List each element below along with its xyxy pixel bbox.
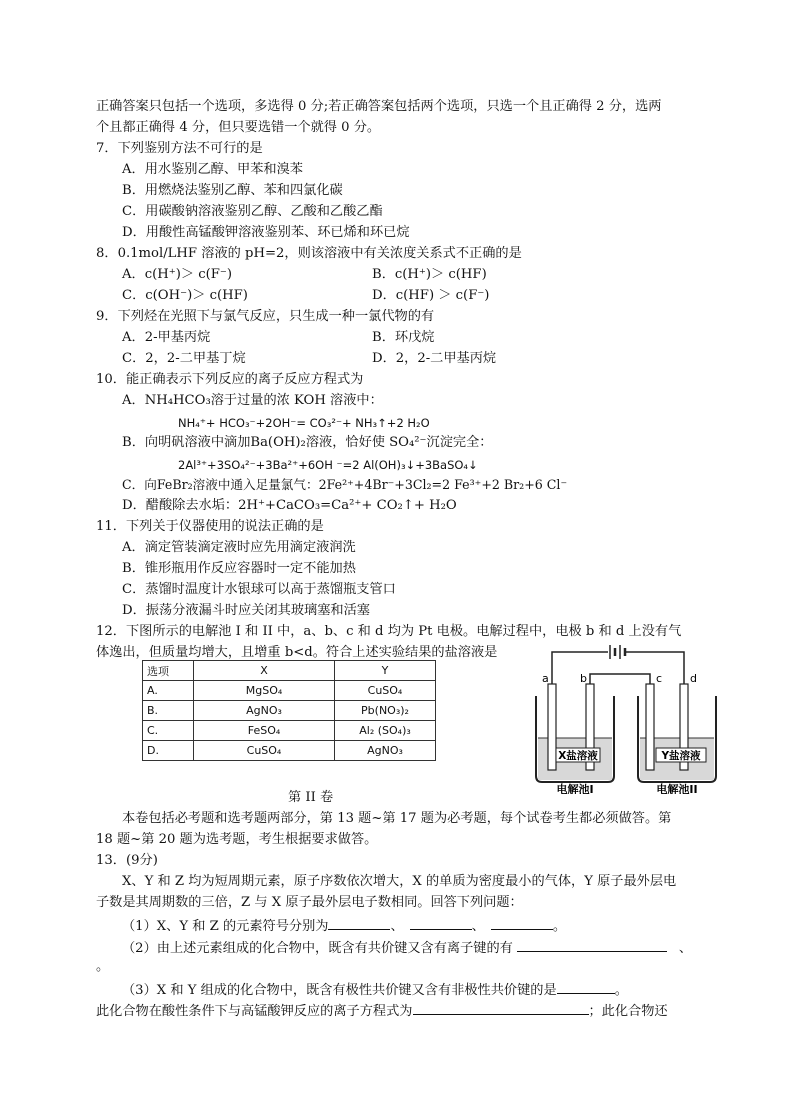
q10-option-d: D．醋酸除去水垢：2H⁺+CaCO₃=Ca²⁺+ CO₂↑+ H₂O: [122, 498, 457, 513]
q13-part-3-text: （3）X 和 Y 组成的化合物中，既含有极性共价键又含有非极性共价键的是: [122, 983, 557, 998]
table-row: [143, 701, 436, 721]
q13-part-2-text: （2）由上述元素组成的化合物中，既含有共价键又含有离子键的有: [122, 941, 513, 956]
table-cell: C.: [143, 721, 194, 741]
electrode-a: [548, 684, 556, 770]
q7-option-b: B．用燃烧法鉴别乙醇、苯和四氯化碳: [122, 183, 343, 198]
cell-2-label: 电解池II: [656, 783, 698, 794]
q12-options-table: [142, 660, 436, 761]
table-cell: A.: [143, 681, 194, 701]
period: 。: [614, 983, 628, 998]
q13-part-3b-end: ；此化合物还: [588, 1004, 668, 1019]
q10-stem: 10．能正确表示下列反应的离子反应方程式为: [96, 372, 364, 387]
q13-part-3b-text: 此化合物在酸性条件下与高锰酸钾反应的离子方程式为: [96, 1004, 413, 1019]
electrolysis-figure: [528, 644, 728, 794]
q10-option-c: C．向FeBr₂溶液中通入足量氯气：2Fe²⁺+4Br⁻+3Cl₂=2 Fe³⁺+2 Br₂+6 Cl⁻: [122, 477, 568, 492]
table-row: [143, 721, 436, 741]
answer-blank[interactable]: [517, 937, 667, 952]
q13-part-1: [122, 915, 566, 937]
q13-part-2: [122, 937, 692, 959]
part2-line-2: 18 题~第 20 题为选考题，考生根据要求做答。: [96, 832, 378, 847]
q7-option-d: D．用酸性高锰酸钾溶液鉴别苯、环已烯和环已烷: [122, 225, 410, 240]
table-header: Y: [335, 661, 436, 681]
part2-title: 第 II 卷: [288, 790, 334, 805]
wire-bridge: [590, 674, 650, 684]
q9-option-b: B．环戊烷: [372, 330, 435, 345]
q13-line-2: 子数是其周期数的三倍，Z 与 X 原子最外层电子数相同。回答下列问题：: [96, 895, 523, 910]
electrode-label-b: b: [580, 672, 587, 685]
q11-option-a: A．滴定管装滴定液时应先用滴定液润洗: [122, 540, 356, 555]
q9-option-c: C．2，2-二甲基丁烷: [122, 351, 246, 366]
separator: 、: [678, 941, 693, 956]
q8-option-a: A．c(H⁺)＞ c(F⁻): [122, 267, 233, 282]
part2-line-1: 本卷包括必考题和选考题两部分，第 13 题~第 17 题为必考题，每个试卷考生都必须做答。第: [122, 811, 672, 826]
table-cell: AgNO₃: [335, 741, 436, 761]
q8-option-c: C．c(OH⁻)＞ c(HF): [122, 288, 248, 303]
wire-right: [626, 652, 684, 684]
q10-option-b-equation: 2Al³⁺+3SO₄²⁻+3Ba²⁺+6OH ⁻=2 Al(OH)₃↓+3BaSO₄↓: [178, 458, 478, 472]
q12-line-1: 12．下图所示的电解池 I 和 II 中，a、b、c 和 d 均为 Pt 电极。电解过程中，电极 b 和 d 上没有气: [96, 624, 682, 639]
q10-option-a: A．NH₄HCO₃溶于过量的浓 KOH 溶液中：: [122, 393, 383, 408]
q7-stem: 7．下列鉴别方法不可行的是: [96, 141, 263, 156]
q8-stem: 8．0.1mol/LHF 溶液的 pH=2，则该溶液中有关浓度关系式不正确的是: [96, 246, 522, 261]
separator: 、: [390, 919, 404, 934]
answer-blank[interactable]: [557, 979, 615, 994]
q13-part-2-end: 。: [96, 959, 110, 974]
answer-blank[interactable]: [491, 915, 553, 930]
table-row: [143, 741, 436, 761]
y-solution-label: Y盐溶液: [661, 750, 701, 762]
q9-option-a: A．2-甲基丙烷: [122, 330, 211, 345]
table-header: X: [194, 661, 335, 681]
answer-blank[interactable]: [410, 915, 472, 930]
answer-blank[interactable]: [413, 1000, 589, 1015]
table-cell: Pb(NO₃)₂: [335, 701, 436, 721]
table-cell: CuSO₄: [335, 681, 436, 701]
table-row: [143, 681, 436, 701]
q9-option-d: D．2，2-二甲基丙烷: [372, 351, 497, 366]
q12-line-2: 体逸出，但质量均增大，且增重 b<d。符合上述实验结果的盐溶液是: [96, 645, 498, 660]
table-cell: D.: [143, 741, 194, 761]
q13-line-1: X、Y 和 Z 均为短周期元素，原子序数依次增大，X 的单质为密度最小的气体，Y 原子最外层电: [122, 874, 677, 889]
q10-option-a-equation: NH₄⁺+ HCO₃⁻+2OH⁻= CO₃²⁻+ NH₃↑+2 H₂O: [178, 416, 430, 430]
table-header: 选项: [143, 661, 194, 681]
electrode-label-a: a: [542, 672, 549, 685]
q8-option-d: D．c(HF) ＞ c(F⁻): [372, 288, 490, 303]
table-cell: B.: [143, 701, 194, 721]
q11-option-b: B．锥形瓶用作反应容器时一定不能加热: [122, 561, 356, 576]
table-cell: MgSO₄: [194, 681, 335, 701]
table-cell: FeSO₄: [194, 721, 335, 741]
x-solution-label: X盐溶液: [558, 750, 598, 762]
q13-part-3b: [96, 1000, 668, 1022]
q8-option-b: B．c(H⁺)＞ c(HF): [372, 267, 487, 282]
q7-option-c: C．用碳酸钠溶液鉴别乙醇、乙酸和乙酸乙酯: [122, 204, 383, 219]
intro-line-2: 个且都正确得 4 分，但只要选错一个就得 0 分。: [96, 120, 381, 135]
table-cell: CuSO₄: [194, 741, 335, 761]
q7-option-a: A．用水鉴别乙醇、甲苯和溴苯: [122, 162, 303, 177]
separator: 、: [471, 919, 485, 934]
q11-option-c: C．蒸馏时温度计水银球可以高于蒸馏瓶支管口: [122, 582, 396, 597]
q13-part-3: [122, 979, 628, 1001]
answer-blank[interactable]: [328, 915, 390, 930]
q13-part-1-text: （1）X、Y 和 Z 的元素符号分别为: [122, 919, 329, 934]
table-cell: AgNO₃: [194, 701, 335, 721]
table-header-row: [143, 661, 436, 681]
cell-1-label: 电解池I: [556, 783, 594, 794]
q11-option-d: D．振荡分液漏斗时应关闭其玻璃塞和活塞: [122, 603, 370, 618]
q10-option-b: B．向明矾溶液中滴加Ba(OH)₂溶液，恰好使 SO₄²⁻沉淀完全：: [122, 435, 493, 450]
table-cell: Al₂ (SO₄)₃: [335, 721, 436, 741]
electrode-c: [646, 684, 654, 770]
period: 。: [552, 919, 567, 934]
intro-line-1: 正确答案只包括一个选项，多选得 0 分;若正确答案包括两个选项，只选一个且正确得 2 分，选两: [96, 99, 662, 114]
q11-stem: 11．下列关于仪器使用的说法正确的是: [96, 519, 324, 534]
q13-head: 13．(9分): [96, 853, 158, 868]
electrode-label-c: c: [656, 672, 663, 685]
q9-stem: 9．下列烃在光照下与氯气反应，只生成一种一氯代物的有: [96, 309, 435, 324]
electrode-label-d: d: [690, 672, 697, 685]
